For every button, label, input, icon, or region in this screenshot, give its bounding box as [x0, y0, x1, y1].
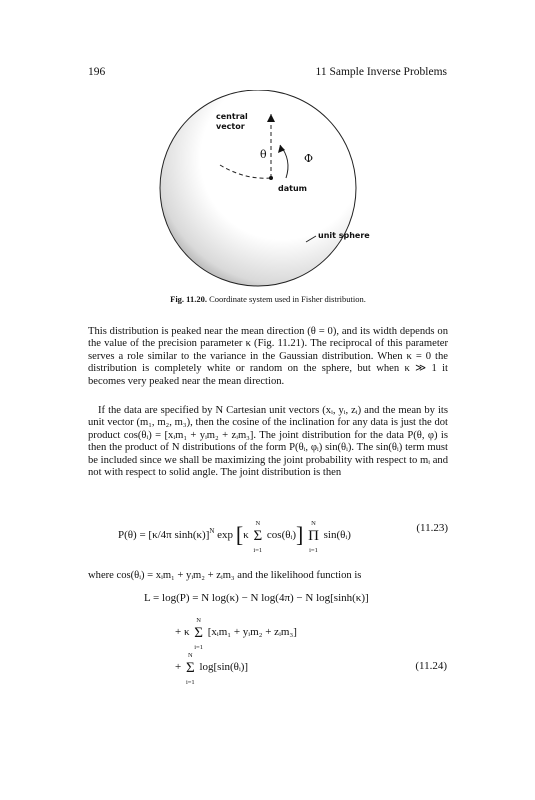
- eq24-sum2-lower: i=1: [185, 679, 195, 686]
- where-line: where cos(θᵢ) = xᵢm₁ + yᵢm₂ + zᵢm₃ and the likelihood function is: [88, 570, 362, 581]
- equation-11-23-body: [118, 520, 351, 554]
- eq23-sum-symbol: Σ N i=1: [253, 520, 263, 554]
- page-number: 196: [88, 66, 106, 78]
- eq23-prod-term: sin(θᵢ): [323, 529, 351, 541]
- eq23-sum-term: cos(θᵢ): [266, 529, 296, 541]
- caption-label: Fig. 11.20.: [170, 294, 207, 304]
- label-central: central: [216, 112, 248, 121]
- label-theta: θ: [260, 148, 267, 161]
- eq23-prod-symbol: Π N i=1: [308, 520, 319, 554]
- unit-sphere: [160, 90, 356, 286]
- datum-point: [269, 176, 273, 180]
- eq24-sum1-lower: i=1: [194, 644, 203, 651]
- eq24-line3-prefix: +: [175, 661, 182, 673]
- eq24-line1: L = log(P) = N log(κ) − N log(4π) − N log[sinh(κ)]: [144, 592, 369, 604]
- eq24-line2-term: [xᵢm₁ + yᵢm₂ + zᵢm₃]: [207, 626, 297, 638]
- eq23-open-bracket: [: [235, 522, 244, 547]
- eq24-sum-symbol-2: Σ N i=1: [185, 652, 195, 686]
- eq23-number: (11.23): [416, 522, 448, 534]
- eq24-number: (11.24): [415, 660, 447, 672]
- eq24-sum1-upper: N: [196, 617, 201, 624]
- eq24-sum-symbol-1: Σ N i=1: [194, 617, 203, 651]
- label-unit-sphere: unit sphere: [318, 231, 370, 240]
- eq23-sum-upper: N: [255, 520, 261, 527]
- figure-caption: [88, 294, 448, 304]
- caption-text: Coordinate system used in Fisher distribution.: [209, 294, 366, 304]
- label-datum: datum: [278, 184, 307, 193]
- eq23-lhs: P(θ) = [κ/4π sinh(κ)]: [118, 529, 210, 541]
- label-phi: Φ: [304, 152, 314, 165]
- sphere-diagram: [120, 90, 420, 290]
- eq23-power: N: [209, 527, 215, 535]
- eq23-sum-lower: i=1: [253, 547, 263, 554]
- eq23-exp: exp: [217, 529, 234, 541]
- eq23-kappa: κ: [243, 529, 249, 541]
- eq24-line3-term: log[sin(θᵢ)]: [199, 661, 249, 673]
- eq23-prod-lower: i=1: [309, 547, 318, 554]
- eq23-prod-upper: N: [311, 520, 316, 527]
- paragraph-1: This distribution is peaked near the mean direction (θ = 0), and its width depends on the value of the precision parameter κ (Fig. 11.21). The reciprocal of this parameter serves a role similar to the variance in the Gaussian distribution. When κ = 0 the distribution is completely white or random on the sphere, but when κ ≫ 1 it becomes very peaked near the mean direction.: [88, 326, 448, 387]
- label-vector: vector: [216, 122, 245, 131]
- eq24-sum2-upper: N: [187, 652, 193, 659]
- paragraph-2: If the data are specified by N Cartesian unit vectors (xᵢ, yᵢ, zᵢ) and the mean by its unit vector (m₁, m₂, m₃), then the cosine of the inclination for any data is just the dot product cos(θᵢ) = [xᵢm₁ + yᵢm₂ + zᵢm₃]. The joint distribution for the data P(θ, φ) is then the product of N distributions of the form P(θᵢ, φᵢ) sin(θᵢ). The sin(θᵢ) term must be included since we shall be maximizing the joint probability with respect to mᵢ and not with respect to solid angle. The joint distribution is then: [88, 405, 448, 479]
- eq24-line2: [175, 617, 297, 651]
- running-title: 11 Sample Inverse Problems: [315, 66, 447, 78]
- fisher-coordinate-figure: [120, 90, 420, 290]
- eq24-line3: [175, 652, 249, 686]
- eq24-line2-prefix: + κ: [175, 626, 190, 638]
- eq23-close-bracket: ]: [295, 522, 304, 547]
